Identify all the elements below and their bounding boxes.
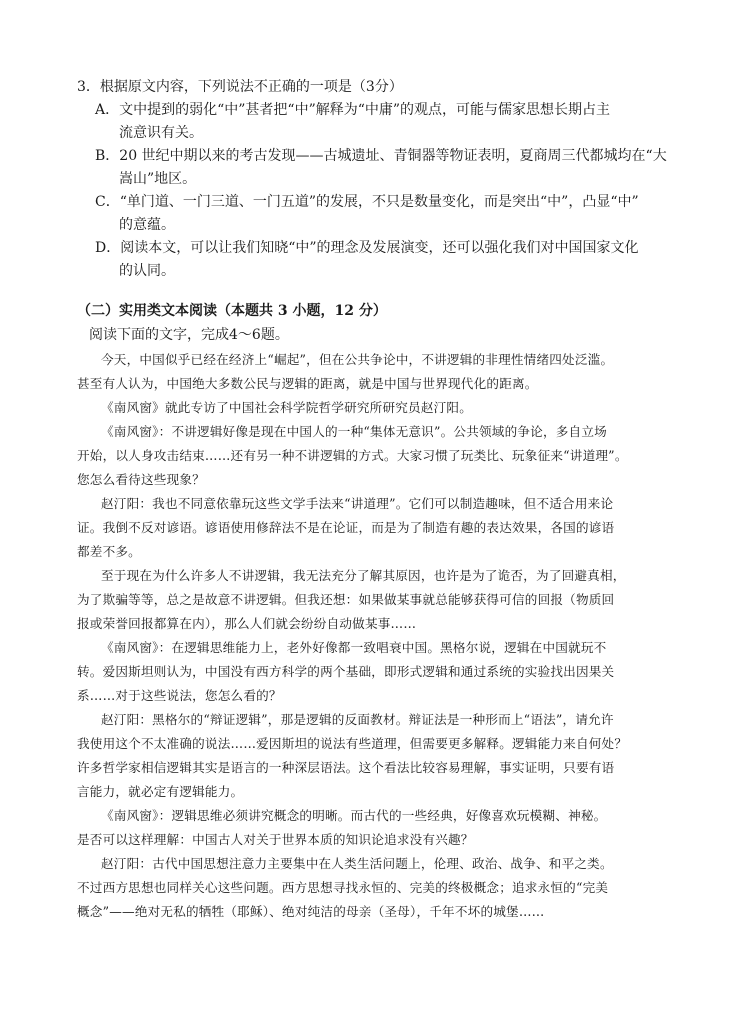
passage-line: 赵汀阳：我也不同意依靠玩这些文学手法来“讲道理”。它们可以制造趣味，但不适合用来论 (101, 496, 614, 511)
question-3-stem: 3．根据原文内容，下列说法不正确的一项是（3分） (77, 79, 403, 95)
option-a-line-1: A．文中提到的弱化“中”甚者把“中”解释为“中庸”的观点，可能与儒家思想长期占主 (95, 102, 611, 118)
passage-line: 开始，以人身攻击结束……还有另一种不讲逻辑的方式。大家习惯了玩类比、玩象征来“讲道理”。 (77, 448, 628, 463)
passage-line: 都差不多。 (77, 544, 141, 559)
passage-line: 证。我倒不反对谚语。谚语使用修辞法不是在论证，而是为了制造有趣的表达效果，各国的谚语 (77, 520, 615, 535)
passage-line: 是否可以这样理解：中国古人对关于世界本质的知识论追求没有兴趣？ (77, 832, 474, 847)
passage-line: 言能力，就必定有逻辑能力。 (77, 784, 244, 799)
section-instruction: 阅读下面的文字，完成4～6题。 (89, 327, 289, 343)
option-b-line-1: B．20 世纪中期以来的考古发现——古城遗址、青铜器等物证表明，夏商周三代都城均在“大 (95, 148, 667, 164)
passage-line: 不过西方思想也同样关心这些问题。西方思想寻找永恒的、完美的终极概念；追求永恒的“完美 (77, 880, 609, 895)
passage-line: 《南风窗》就此专访了中国社会科学院哲学研究所研究员赵汀阳。 (101, 400, 473, 415)
passage-line: 许多哲学家相信逻辑其实是语言的一种深层语法。这个看法比较容易理解，事实证明，只要有语 (77, 760, 615, 775)
passage-line: 您怎么看待这些现象？ (77, 472, 205, 487)
option-b-line-2: 嵩山”地区。 (119, 171, 197, 187)
option-d-line-2: 的认同。 (119, 263, 175, 279)
option-c-line-2: 的意蕴。 (119, 217, 175, 233)
passage-line: 赵汀阳：古代中国思想注意力主要集中在人类生活问题上，伦理、政治、战争、和平之类。 (101, 856, 613, 871)
passage-line: 报或荣誉回报都算在内），那么人们就会纷纷自动做某事…… (77, 616, 417, 631)
passage-line: 我使用这个不太准确的说法……爱因斯坦的说法有些道理，但需要更多解释。逻辑能力来自何处？ (77, 736, 628, 751)
option-d-line-1: D．阅读本文，可以让我们知晓“中”的理念及发展演变，还可以强化我们对中国国家文化 (95, 240, 639, 256)
passage-line: 概念”——绝对无私的牺牲（耶稣）、绝对纯洁的母亲（圣母），千年不坏的城堡…… (77, 904, 545, 919)
passage-line: 为了欺骗等等，总之是故意不讲逻辑。但我还想：如果做某事就总能够获得可信的回报（物质回 (77, 592, 615, 607)
passage-line: 赵汀阳：黑格尔的“辩证逻辑”，那是逻辑的反面教材。辩证法是一种形而上“语法”，请允许 (101, 712, 614, 727)
passage-line: 《南风窗》：在逻辑思维能力上，老外好像都一致唱衰中国。黑格尔说，逻辑在中国就玩不 (101, 640, 607, 655)
option-c-line-1: C．“单门道、一门三道、一门五道”的发展，不只是数量变化，而是突出“中”，凸显“中” (95, 194, 639, 210)
passage-line: 《南风窗》：逻辑思维必须讲究概念的明晰。而古代的一些经典，好像喜欢玩模糊、神秘。 (101, 808, 607, 823)
passage-line: 至于现在为什么许多人不讲逻辑，我无法充分了解其原因，也许是为了诡否，为了回避真相， (101, 568, 626, 583)
passage-line: 系……对于这些说法，您怎么看的？ (77, 688, 282, 703)
section-heading: （二）实用类文本阅读（本题共 3 小题，12 分） (77, 303, 387, 319)
option-a-line-2: 流意识有关。 (119, 125, 203, 141)
passage-line: 今天，中国似乎已经在经济上“崛起”，但在公共争论中，不讲逻辑的非理性情绪四处泛滥。 (101, 352, 614, 367)
passage-line: 转。爱因斯坦则认为，中国没有西方科学的两个基础，即形式逻辑和通过系统的实验找出因果关 (77, 664, 615, 679)
passage-line: 《南风窗》：不讲逻辑好像是现在中国人的一种“集体无意识”。公共领域的争论，多自立场 (101, 424, 607, 439)
passage-line: 甚至有人认为，中国绝大多数公民与逻辑的距离，就是中国与世界现代化的距离。 (77, 376, 538, 391)
